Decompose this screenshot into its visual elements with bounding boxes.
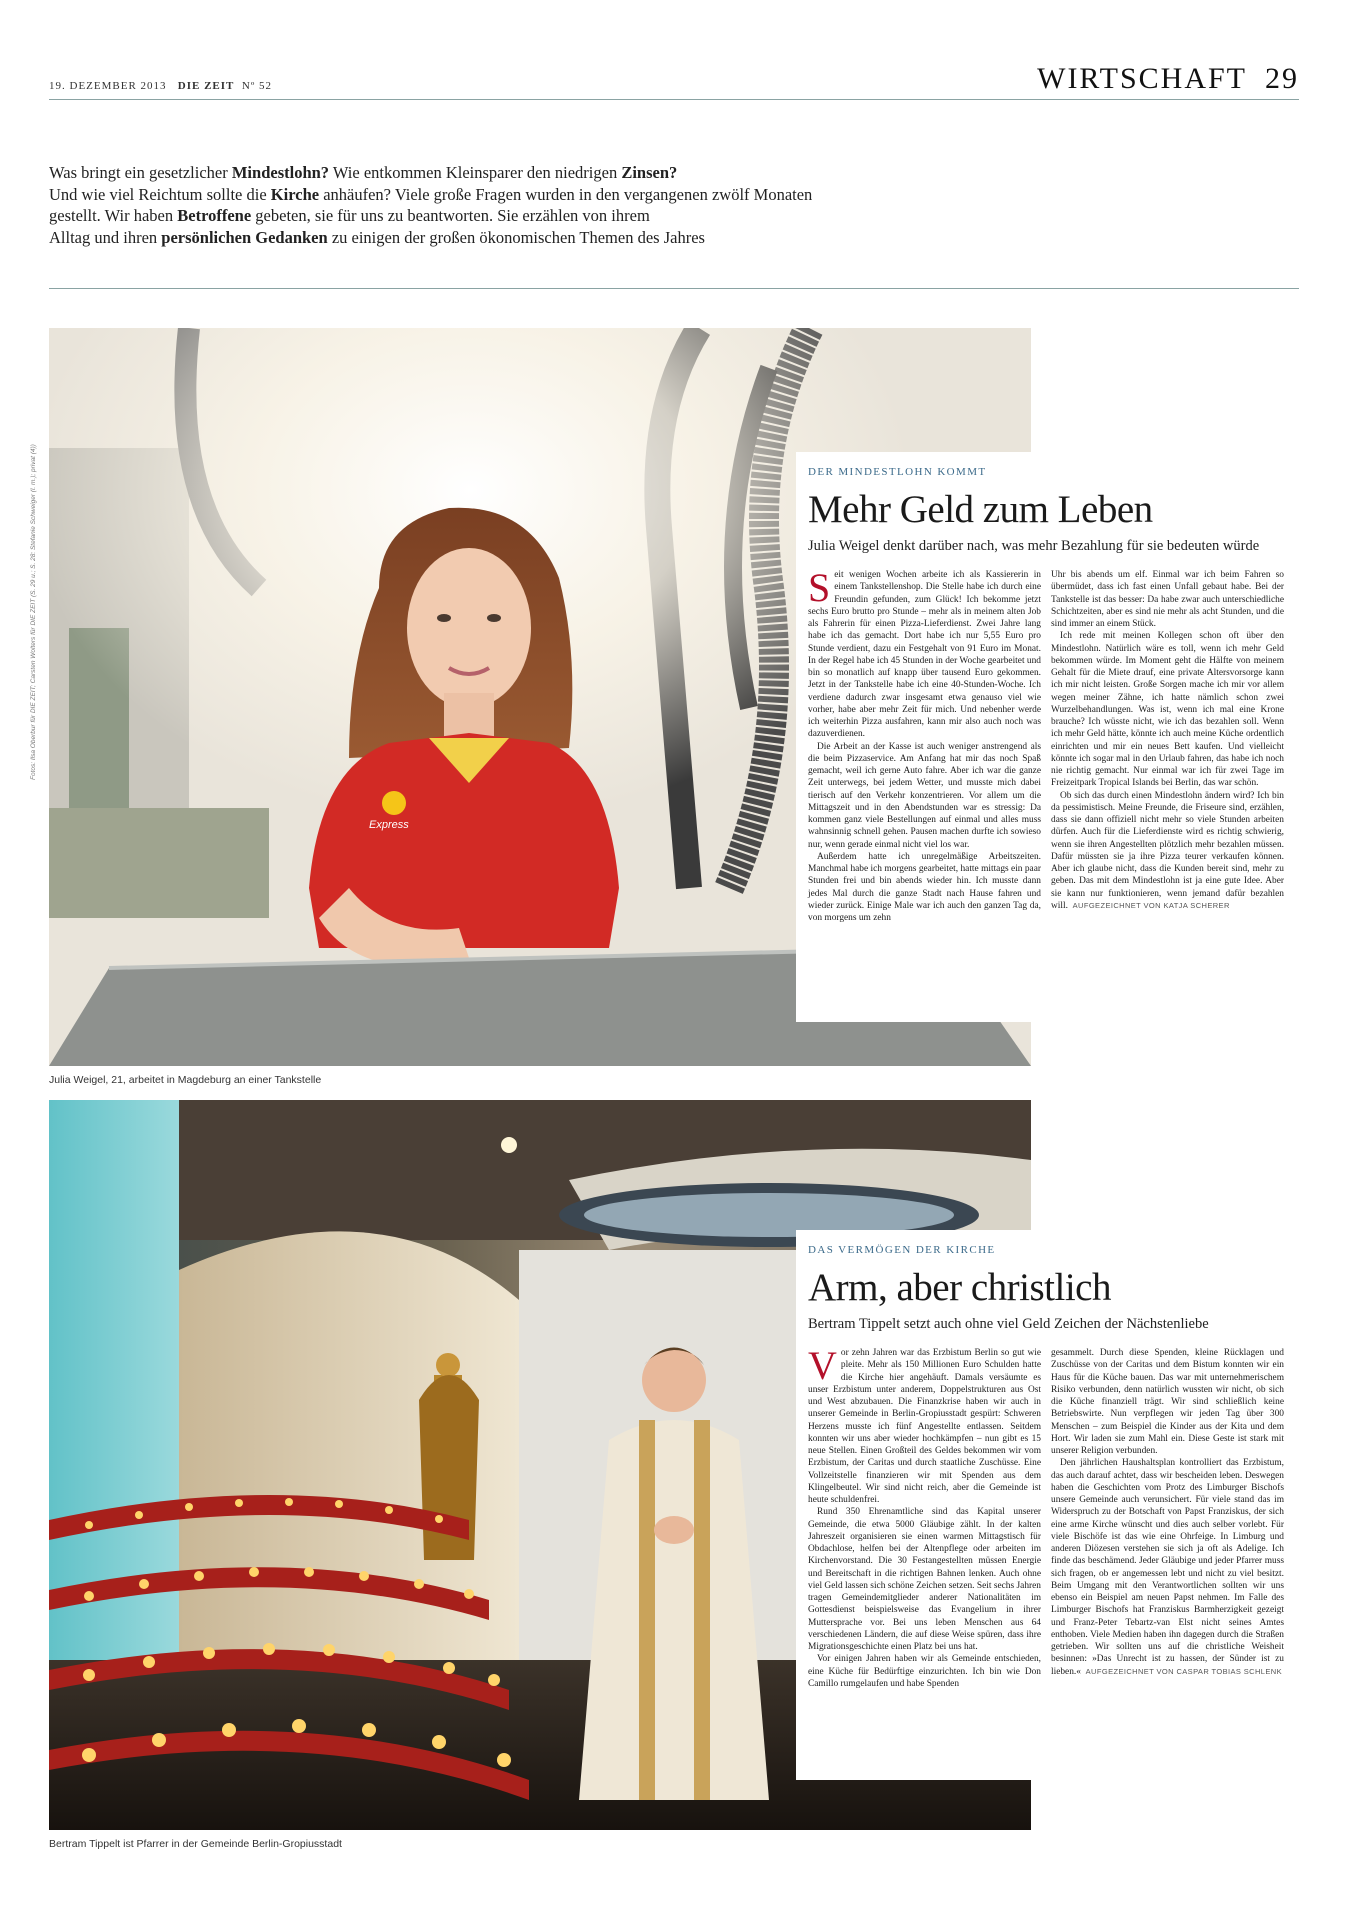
intro-text <box>49 162 889 248</box>
intro-line-4: Alltag und ihren persönlichen Gedanken zu einigen der großen ökonomischen Themen des Jahres <box>49 227 705 247</box>
photo-credit: Fotos: Ilsa Oberbur für DIE ZEIT; Carsten Wolters für DIE ZEIT (S. 29 u.; S. 28: Stefanie Schweiger (l. m.); privat (4)) <box>30 444 37 780</box>
kicker: DER MINDESTLOHN KOMMT <box>808 466 987 478</box>
masthead-paper: DIE ZEIT <box>177 80 235 92</box>
intro-line-2: Und wie viel Reichtum sollte die Kirche anhäufen? Viele große Fragen wurden in den vergangenen zwölf Monaten <box>49 184 813 204</box>
paragraph: gesammelt. Durch diese Spenden, kleine Rücklagen und Zuschüsse von der Caritas und dem Bistum konnten wir ein Haus für die Küche bauen. Das war mit unternehmerischem Risiko verbunden, denn natürlich wussten wir nicht, ob sich die Küche finanziell trägt. Wir sind schließlich keine Betriebswirte. Nun verpflegen wir jeden Tag über 300 Menschen – zum Beispiel die Kinder aus der Kita und dem Hort. Wir laden sie zum Mahl ein. Diese Geste ist stark mit unserer Religion verbunden. <box>1051 1348 1284 1456</box>
headline: Mehr Geld zum Leben <box>808 488 1153 531</box>
section-name: WIRTSCHAFT <box>1037 62 1247 95</box>
intro-line-1: Was bringt ein gesetzlicher Mindestlohn? Wie entkommen Kleinsparer den niedrigen Zinsen? <box>49 163 678 182</box>
headline: Arm, aber christlich <box>808 1266 1111 1309</box>
byline: AUFGEZEICHNET VON KATJA SCHERER <box>1072 900 1230 910</box>
paragraph: Vor einigen Jahren haben wir als Gemeinde entschieden, eine Küche für Bedürftige einzurichten. Ich bin wie Don Camillo rumgelaufen und habe Spenden <box>808 1654 1041 1689</box>
article-kirche <box>796 1230 1296 1780</box>
paragraph: Ich rede mit meinen Kollegen schon oft über den Mindestlohn. Natürlich wäre es toll, wenn ich mehr Geld bekommen würde. Im Moment geht die Hälfte von meinem Gehalt für die Miete drauf, eine private Altersvorsorge kann ich mir nicht leisten. Große Sorgen mache ich mir vor allem wegen meiner Zähne, ich hatte nämlich schon zwei Wurzelbehandlungen. Was ist, wenn ich mal eine Krone brauche? Ich wüsste nicht, wie ich das bezahlen soll. Wenn ich mehr Geld hätte, könnte ich auch meine Küche ordentlich einrichten und mir ein neues Bett kaufen. Und vielleicht könnte ich sogar mal in den Urlaub fahren, das habe ich noch nie richtig gemacht. Nur einmal war ich für zwei Tage im Freizeitpark Tropical Islands bei Berlin, das war schön. <box>1051 631 1284 789</box>
intro-rule <box>49 288 1299 289</box>
masthead-dateline <box>49 80 272 92</box>
article-column-2 <box>1051 569 1284 924</box>
byline: AUFGEZEICHNET VON CASPAR TOBIAS SCHLENK <box>1085 1666 1282 1676</box>
paragraph: Uhr bis abends um elf. Einmal war ich beim Fahren so übermüdet, dass ich fast einen Unfall gebaut habe. Bei der Tankstelle ist das besser: Da habe zwar auch unterschiedliche Schichtzeiten, aber es sind nie mehr als acht Stunden, und die sind immer an einem Stück. <box>1051 570 1284 629</box>
intro-line-3: gestellt. Wir haben Betroffene gebeten, sie für uns zu beantworten. Sie erzählen von ihrem <box>49 206 650 225</box>
article-column-2 <box>1051 1347 1284 1690</box>
article-column-1 <box>808 565 1041 924</box>
paragraph: Außerdem hatte ich unregelmäßige Arbeitszeiten. Manchmal habe ich morgens gearbeitet, hatte mittags ein paar Stunden frei und bin abends wieder hin. Ich musste dann jedes Mal durch die ganze Stadt nach Hause fahren und wieder zurück. Einige Male war ich auch den ganzen Tag da, von morgens um zehn <box>808 851 1041 923</box>
drop-cap: V <box>808 1343 837 1388</box>
page-number: 29 <box>1265 62 1299 95</box>
article-columns <box>808 565 1284 924</box>
subheadline: Bertram Tippelt setzt auch ohne viel Geld Zeichen der Nächstenliebe <box>808 1316 1209 1332</box>
paragraph: Den jährlichen Haushaltsplan kontrolliert das Erzbistum, das auch darauf achtet, dass wir bescheiden leben. Deswegen haben die Geschichten vom Protz des Limburger Bischofs unsere Gemeinde auch verunsichert. Für viele stand das im Widerspruch zu der Botschaft von Papst Franziskus, der sich eine arme Kirche wünscht und dies auch selber vorlebt. Für viele Bischöfe ist das wie eine Ohrfeige. In Limburg und anderen Diözesen verstehen sie sich ja oft als Adelige. Ich finde das beschämend. Jeder Gläubige und jeder Pfarrer muss sich fragen, ob er angemessen lebt und nicht zu viel besitzt. Beim Umgang mit den Verantwortlichen sollten wir uns ebenso ein Beispiel am neuen Papst nehmen. Im Falle des Limburger Bischofs hat Franziskus Barmherzigkeit gezeigt und Franz-Peter Tebartz-van Elst nicht seines Amtes enthoben. Viele Medien haben ihn dagegen durch die Straßen getrieben. Wir sollten uns auf die christliche Weisheit besinnen: »Das Unrecht ist zu hassen, der Sünder ist zu lieben.« AUFGEZEICHNET VON CASPAR TOBIAS SCHLENK <box>1051 1458 1284 1677</box>
subheadline: Julia Weigel denkt darüber nach, was mehr Bezahlung für sie bedeuten würde <box>808 538 1260 554</box>
masthead-issue: Nº 52 <box>241 80 272 92</box>
kicker: DAS VERMÖGEN DER KIRCHE <box>808 1244 996 1256</box>
shirt-logo-text: Express <box>369 819 409 831</box>
top-rule <box>49 99 1299 100</box>
article-columns <box>808 1343 1284 1690</box>
drop-cap: S <box>808 565 831 610</box>
paragraph: Die Arbeit an der Kasse ist auch weniger anstrengend als die beim Pizzaservice. Am Anfang hat mir das noch Spaß gemacht, weil ich gerne Auto fahre. Aber ich war die ganze Zeit unterwegs, bei jedem Wetter, und musste mich dabei tierisch auf den Verkehr konzentrieren. Vor allem um die Mittagszeit und in den Abendstunden war es stressig: Da kommen ganz viele Bestellungen auf einmal und alles muss wahnsinnig schnell gehen. Pausen machen durfte ich sowieso nur, wenn gerade einmal nicht viel los war. <box>808 741 1041 850</box>
photo-caption-2: Bertram Tippelt ist Pfarrer in der Gemeinde Berlin-Gropiusstadt <box>49 1838 342 1850</box>
article-mindestlohn <box>796 452 1296 1022</box>
masthead-date: 19. DEZEMBER 2013 <box>49 80 167 92</box>
article-column-1 <box>808 1343 1041 1690</box>
paragraph: Vor zehn Jahren war das Erzbistum Berlin so gut wie pleite. Mehr als 150 Millionen Euro Schulden hatte die Kirche hier angehäuft. Damals versäumte es unser Erzbistum unter anderem, Doppelstrukturen aus Ost und West abzubauen. Die Finanzkrise haben wir auch in unserer Gemeinde in Berlin-Gropiusstadt gespürt: Schweren Herzens musste ich fünf Angestellte entlassen. Seitdem konnten wir uns aber wieder hochkämpfen – nun gibt es 15 neue Stellen. Einen Großteil des Geldes bekommen wir vom Erzbistum, der Caritas und durch staatliche Zuschüsse. Eine Vollzeitstelle finanzieren wir mit Spenden aus dem Klingelbeutel. Wir sind nicht reich, aber die Gemeinde ist heute schuldenfrei. <box>808 1343 1041 1505</box>
paragraph: Seit wenigen Wochen arbeite ich als Kassiererin in einem Tankstellenshop. Die Stelle habe ich durch eine Freundin gefunden, zum Glück! Ich bekomme jetzt sechs Euro brutto pro Stunde – mehr als in meinem alten Job als Fahrerin für einen Pizza-Lieferdienst. Zwei Jahre lang habe ich das gemacht. Dort habe ich nur 5,55 Euro pro Stunde verdient, dazu ein Festgehalt von 91 Euro im Monat. In der Regel habe ich 45 Stunden in der Woche gearbeitet und bin so monatlich auf knapp über tausend Euro gekommen. Jetzt in der Tankstelle habe ich eine 40-Stunden-Woche. Ich verdiene dadurch zwar insgesamt etwa genauso viel wie vorher, habe aber mehr Zeit für mich. Und nebenher werde ich weiterhin Pizza ausfahren, kann mir also auch noch was dazuverdienen. <box>808 565 1041 740</box>
paragraph: Rund 350 Ehrenamtliche sind das Kapital unserer Gemeinde, die etwa 5000 Gläubige zählt. In der kalten Jahreszeit organisieren sie einen warmen Mittagstisch für Obdachlose, helfen bei der Altenpflege oder arbeiten im Kirchenvorstand. Die 30 Festangestellten müssen Energie und Bereitschaft in die richtigen Bahnen lenken. Auch ohne viel Geld lassen sich schöne Zeichen setzen. Seit sechs Jahren tragen Gemeindemitglieder anderer Nationalitäten im Gottesdienst beispielsweise das Evangelium in ihrer Muttersprache vor. Bei uns leben Menschen aus 64 verschiedenen Ländern, die auf diese Weise spüren, dass ihre Migrationsgeschichte einen Platz bei uns hat. <box>808 1507 1041 1652</box>
paragraph: Ob sich das durch einen Mindestlohn ändern wird? Ich bin da pessimistisch. Meine Freunde, die Friseure sind, erzählen, dass sie dann offiziell nicht mehr so viele Stunden arbeiten dürfen. Auch für die Lieferdienste wird es richtig schwierig, wenn sie ihren Angestellten plötzlich mehr bezahlen müssen. Dafür müssten sie ja ihre Pizza teurer verkaufen können. Aber ich glaube nicht, dass die Kunden bereit sind, mehr zu geben. Das mit dem Mindestlohn ist ja eine gute Idee. Aber sie kann nur funktionieren, wenn jemand dafür bezahlen will. AUFGEZEICHNET VON KATJA SCHERER <box>1051 790 1284 911</box>
section-header <box>1037 62 1299 96</box>
photo-caption-1: Julia Weigel, 21, arbeitet in Magdeburg an einer Tankstelle <box>49 1074 322 1086</box>
